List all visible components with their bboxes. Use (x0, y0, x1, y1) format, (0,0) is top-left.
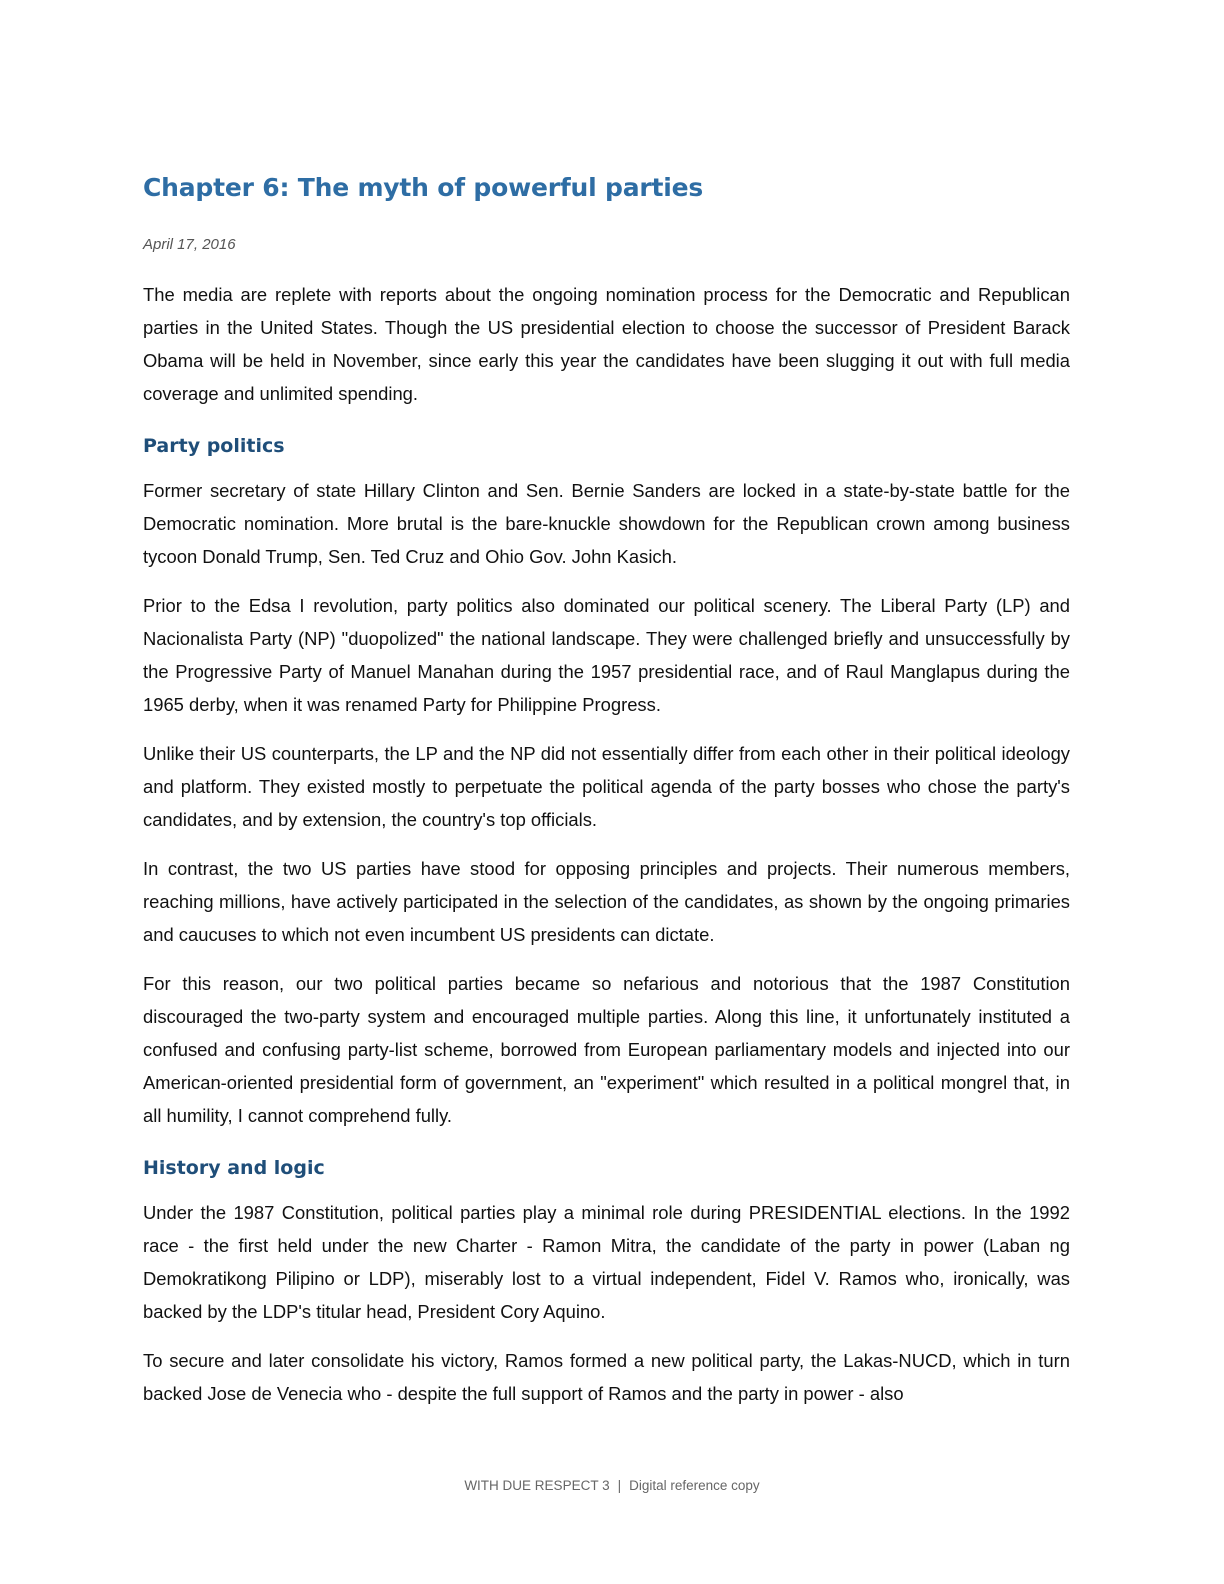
paragraph: Former secretary of state Hillary Clinton and Sen. Bernie Sanders are locked in a state-by-state battle for the Democratic nomination. More brutal is the bare-knuckle showdown for the Republican crown among business tycoon Donald Trump, Sen. Ted Cruz and Ohio Gov. John Kasich. (143, 480, 1070, 567)
section-heading-party-politics: Party politics (143, 435, 285, 457)
publication-date: April 17, 2016 (143, 236, 236, 253)
chapter-title: Chapter 6: The myth of powerful parties (143, 173, 704, 202)
footer-note: Digital reference copy (629, 1478, 760, 1493)
paragraph: Prior to the Edsa I revolution, party politics also dominated our political scenery. The Liberal Party (LP) and Nacionalista Party (NP) "duopolized" the national landscape. They were challenged briefly and unsuccessfully by the Progressive Party of Manuel Manahan during the 1957 presidential race, and of Raul Manglapus during the 1965 derby, when it was renamed Party for Philippine Progress. (143, 595, 1070, 715)
page-footer (0, 1478, 1224, 1493)
paragraph: For this reason, our two political parties became so nefarious and notorious that the 1987 Constitution discouraged the two-party system and encouraged multiple parties. Along this line, it unfortunately instituted a confused and confusing party-list scheme, borrowed from European parliamentary models and injected into our American-oriented presidential form of government, an "experiment" which resulted in a political mongrel that, in all humility, I cannot comprehend fully. (143, 973, 1070, 1126)
paragraph: Under the 1987 Constitution, political parties play a minimal role during PRESIDENTIAL elections. In the 1992 race - the first held under the new Charter - Ramon Mitra, the candidate of the party in power (Laban ng Demokratikong Pilipino or LDP), miserably lost to a virtual independent, Fidel V. Ramos who, ironically, was backed by the LDP's titular head, President Cory Aquino. (143, 1202, 1070, 1322)
footer-separator: | (617, 1478, 622, 1493)
footer-book-title: WITH DUE RESPECT 3 (464, 1478, 610, 1493)
paragraph: Unlike their US counterparts, the LP and the NP did not essentially differ from each other in their political ideology and platform. They existed mostly to perpetuate the political agenda of the party bosses who chose the party's candidates, and by extension, the country's top officials. (143, 743, 1070, 830)
section-heading-history-and-logic: History and logic (143, 1157, 325, 1179)
document-page (143, 168, 1070, 1426)
paragraph: In contrast, the two US parties have stood for opposing principles and projects. Their numerous members, reaching millions, have actively participated in the selection of the candidates, as shown by the ongoing primaries and caucuses to which not even incumbent US presidents can dictate. (143, 858, 1070, 945)
paragraph: To secure and later consolidate his victory, Ramos formed a new political party, the Lakas-NUCD, which in turn backed Jose de Venecia who - despite the full support of Ramos and the party in power - also (143, 1350, 1070, 1404)
paragraph-intro: The media are replete with reports about the ongoing nomination process for the Democratic and Republican parties in the United States. Though the US presidential election to choose the successor of President Barack Obama will be held in November, since early this year the candidates have been slugging it out with full media coverage and unlimited spending. (143, 284, 1070, 404)
